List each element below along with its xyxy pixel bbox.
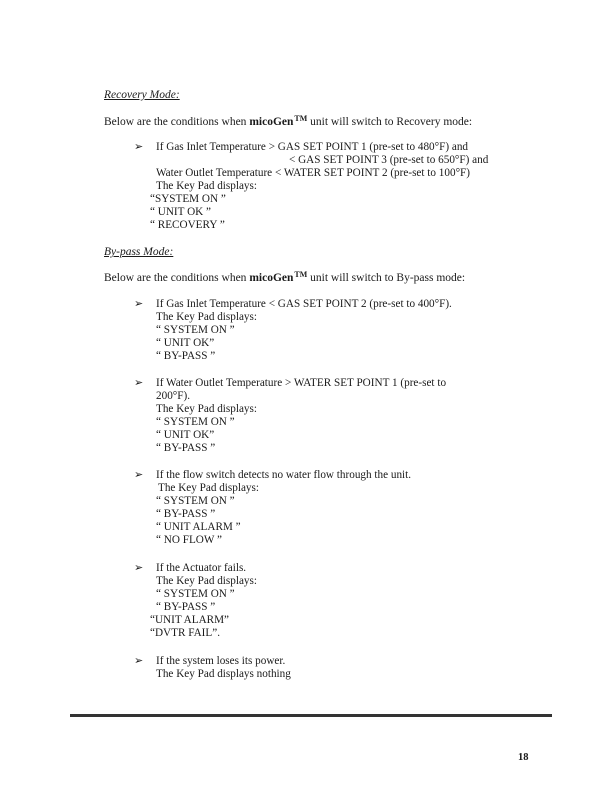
bullet-arrow-icon: ➢ [134, 298, 144, 310]
recovery-intro [104, 116, 472, 129]
keypad-label: The Key Pad displays nothing [156, 668, 291, 680]
bypass-condition-line: If the Actuator fails. [156, 562, 247, 574]
keypad-display-line: “ SYSTEM ON ” [156, 324, 235, 336]
keypad-display-line: “ UNIT OK” [156, 337, 215, 349]
bypass-condition-line: If the system loses its power. [156, 655, 286, 667]
bullet-arrow-icon: ➢ [134, 141, 144, 153]
page-number: 18 [518, 752, 529, 763]
bypass-heading: By-pass Mode: [104, 246, 174, 258]
keypad-display-line: “ UNIT OK ” [150, 206, 211, 218]
recovery-condition-line: If Gas Inlet Temperature > GAS SET POINT 1 (pre-set to 480°F) and [156, 141, 469, 153]
intro-text: unit will switch to Recovery mode: [307, 116, 473, 128]
brand-name: micoGen [249, 272, 294, 284]
keypad-display-line: “ BY-PASS ” [156, 508, 216, 520]
keypad-display-line: “ BY-PASS ” [156, 601, 216, 613]
bypass-condition-line: If Water Outlet Temperature > WATER SET POINT 1 (pre-set to [156, 377, 447, 389]
intro-text: unit will switch to By-pass mode: [307, 272, 466, 284]
bypass-intro [104, 272, 465, 285]
bullet-arrow-icon: ➢ [134, 469, 144, 481]
keypad-display-line: “ BY-PASS ” [156, 442, 216, 454]
intro-text: Below are the conditions when [104, 272, 250, 284]
recovery-condition-line: < GAS SET POINT 3 (pre-set to 650°F) and [289, 154, 489, 166]
footer-divider [70, 714, 552, 717]
keypad-display-line: “UNIT ALARM” [150, 614, 230, 626]
bypass-condition-line: If Gas Inlet Temperature < GAS SET POINT 2 (pre-set to 400°F). [156, 298, 452, 310]
keypad-label: The Key Pad displays: [156, 180, 257, 192]
keypad-display-line: “ BY-PASS ” [156, 350, 216, 362]
keypad-label: The Key Pad displays: [156, 311, 257, 323]
keypad-label: The Key Pad displays: [156, 575, 257, 587]
keypad-display-line: “SYSTEM ON ” [150, 193, 226, 205]
keypad-label: The Key Pad displays: [156, 403, 257, 415]
keypad-display-line: “ UNIT OK” [156, 429, 215, 441]
bypass-condition-line: 200°F). [156, 390, 190, 402]
trademark-mark: TM [294, 114, 308, 123]
keypad-display-line: “ UNIT ALARM ” [156, 521, 241, 533]
recovery-condition-line: Water Outlet Temperature < WATER SET POINT 2 (pre-set to 100°F) [156, 167, 470, 179]
keypad-display-line: “DVTR FAIL”. [150, 627, 221, 639]
bullet-arrow-icon: ➢ [134, 377, 144, 389]
keypad-label: The Key Pad displays: [158, 482, 259, 494]
keypad-display-line: “ NO FLOW ” [156, 534, 222, 546]
keypad-display-line: “ SYSTEM ON ” [156, 588, 235, 600]
trademark-mark: TM [294, 270, 308, 279]
keypad-display-line: “ RECOVERY ” [150, 219, 225, 231]
bullet-arrow-icon: ➢ [134, 562, 144, 574]
bypass-condition-line: If the flow switch detects no water flow through the unit. [156, 469, 412, 481]
recovery-heading: Recovery Mode: [104, 89, 180, 101]
keypad-display-line: “ SYSTEM ON ” [156, 495, 235, 507]
bullet-arrow-icon: ➢ [134, 655, 144, 667]
intro-text: Below are the conditions when [104, 116, 250, 128]
keypad-display-line: “ SYSTEM ON ” [156, 416, 235, 428]
brand-name: micoGen [249, 116, 294, 128]
